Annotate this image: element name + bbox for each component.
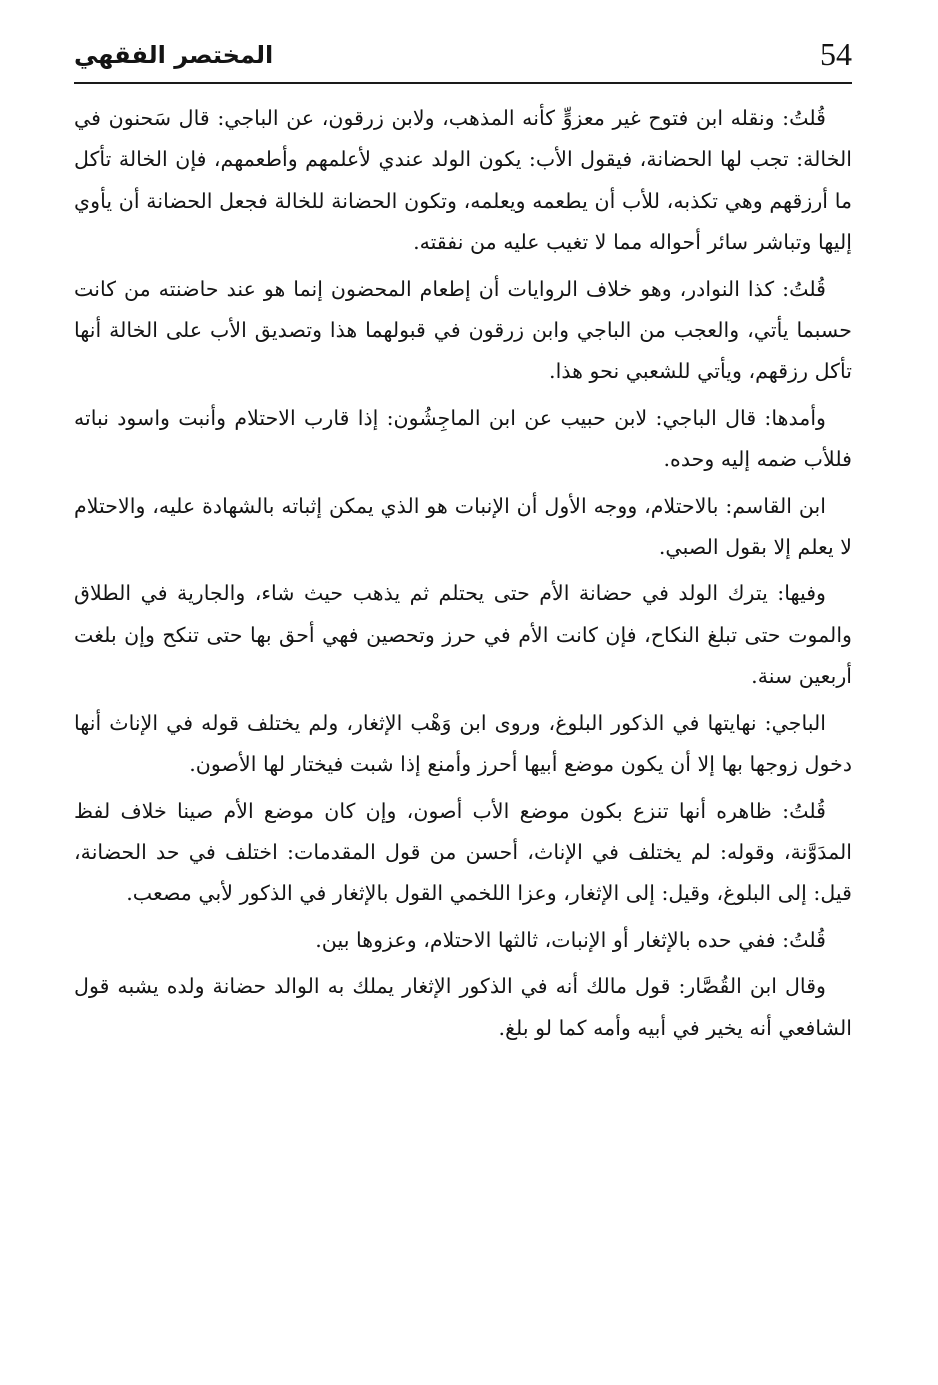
paragraph: وفيها: يترك الولد في حضانة الأم حتى يحتلم ثم يذهب حيث شاء، والجارية في الطلاق والموت حتى تبلغ النكاح، فإن كانت الأم في حرز وتحصين فهي أحق بها حتى تنكح وإن بلغت أربعين سنة. — [74, 581, 852, 689]
paragraph: ابن القاسم: بالاحتلام، ووجه الأول أن الإنبات هو الذي يمكن إثباته بالشهادة عليه، والاحتلام لا يعلم إلا بقول الصبي. — [74, 493, 852, 560]
paragraph: الباجي: نهايتها في الذكور البلوغ، وروى ابن وَهْب الإثغار، ولم يختلف قوله في الإناث أنها دخول زوجها بها إلا أن يكون موضع أبيها أحرز وأمنع إذا شبت فيختار لها الأصون. — [74, 710, 852, 777]
paragraph: وأمدها: قال الباجي: لابن حبيب عن ابن الماجِشُون: إذا قارب الاحتلام وأنبت واسود نباته فللأب ضمه إليه وحده. — [74, 405, 852, 472]
running-title: المختصر الفقهي — [74, 41, 274, 69]
page-header — [74, 30, 852, 84]
paragraph: قُلتُ: ظاهره أنها تنزع بكون موضع الأب أصون، وإن كان موضع الأم صينا خلاف لفظ المدَوَّنة، وقوله: لم يختلف في الإناث، أحسن من قول المقدمات: اختلف في حد الحضانة، قيل: إلى البلوغ، وقيل: إلى الإثغار، وعزا اللخمي القول بالإثغار في الذكور لأبي مصعب. — [74, 798, 852, 906]
paragraph: قُلتُ: ففي حده بالإثغار أو الإنبات، ثالثها الاحتلام، وعزوها بين. — [315, 927, 826, 952]
page-number: 54 — [820, 36, 852, 72]
paragraph: قُلتُ: ونقله ابن فتوح غير معزوٍّ كأنه المذهب، ولابن زرقون، عن الباجي: قال سَحنون في الخالة: تجب لها الحضانة، فيقول الأب: يكون الولد عندي لأعلمهم وأطعمهم، فإن الخالة تأكل ما أرزقهم وهي تكذبه، للأب أن يطعمه ويعلمه، وتكون الحضانة للخالة فجعل الحضانة أن يأوي إليها وتباشر سائر أحواله مما لا تغيب عليه من نفقته. — [74, 106, 852, 255]
paragraph: وقال ابن القُصَّار: قول مالك أنه في الذكور الإثغار يملك به الوالد حضانة ولده يشبه قول الشافعي أنه يخير في أبيه وأمه كما لو بلغ. — [74, 974, 852, 1040]
book-page — [74, 30, 852, 1360]
paragraph: قُلتُ: كذا النوادر، وهو خلاف الروايات أن إطعام المحضون إنما هو عند حاضنته من كانت حسبما يأتي، والعجب من الباجي وابن زرقون في قبولهما هذا وتصديق الأب على الخالة أنها تأكل رزقهم، ويأتي للشعبي نحو هذا. — [74, 276, 852, 384]
main-text — [74, 98, 852, 1049]
